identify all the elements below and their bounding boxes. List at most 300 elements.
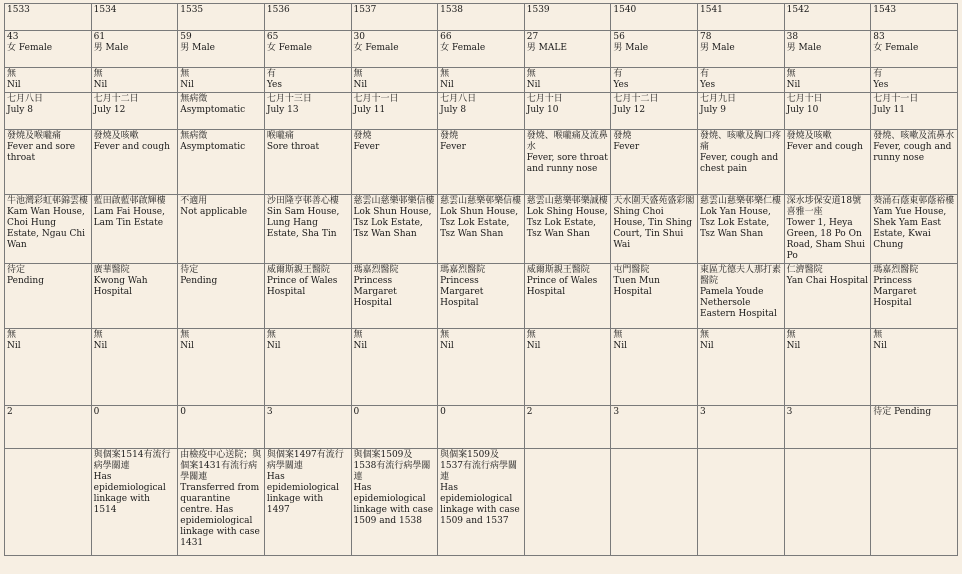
remarks-cell <box>5 449 92 556</box>
residence-cell <box>178 195 265 264</box>
onset-zh-text: 七月十三日 <box>266 94 312 104</box>
case-no-text: 1541 <box>700 5 723 15</box>
sex-zh-text: 男 <box>180 43 190 53</box>
symptoms-zh-text: 發燒 <box>440 131 459 141</box>
contacts-text: 3 <box>786 407 793 417</box>
remarks-en-text: Has epidemiological linkage with 1514 <box>93 472 166 515</box>
case-no-text: 1542 <box>786 5 810 15</box>
imported-cell <box>611 68 698 93</box>
age-sex-cell <box>178 31 265 68</box>
imported-zh-text: 無 <box>93 69 103 79</box>
case-number-cell <box>178 4 265 31</box>
case-number-cell <box>5 4 92 31</box>
symptoms-zh-text: 發燒 <box>353 131 372 141</box>
remarks-en-text: Has epidemiological linkage with 1497 <box>266 472 339 515</box>
travel-en-text: Nil <box>786 341 801 351</box>
sex-zh-text: 女 <box>7 43 17 53</box>
onset-zh-text: 七月十一日 <box>873 94 919 104</box>
imported-zh-text: 無 <box>440 69 450 79</box>
symptoms-zh-text: 發燒及咳嗽 <box>786 131 832 141</box>
travel-en-text: Nil <box>266 341 281 351</box>
onset-zh-text: 七月八日 <box>7 94 44 104</box>
contacts-cell <box>698 406 785 449</box>
symptoms-en-text: Fever <box>440 142 466 152</box>
age-text: 59 <box>180 32 192 42</box>
row-symptoms <box>5 130 958 195</box>
imported-zh-text: 有 <box>700 69 710 79</box>
symptoms-zh-text: 發燒、咳嗽及胸口疼痛 <box>700 131 782 152</box>
onset-en-text: July 8 <box>7 105 33 115</box>
onset-date-cell <box>611 93 698 130</box>
symptoms-en-text: Fever and cough <box>93 142 170 152</box>
hospital-zh-text: 東區尤德夫人那打素醫院 <box>700 265 782 286</box>
residence-zh-text: 慈雲山慈樂邨樂信樓 <box>353 196 435 206</box>
hospital-zh-text: 仁濟醫院 <box>786 265 823 275</box>
contacts-text: 3 <box>700 407 706 417</box>
onset-zh-text: 無病徵 <box>180 94 208 104</box>
remarks-cell <box>698 449 785 556</box>
imported-zh-text: 無 <box>7 69 17 79</box>
remarks-zh-text: 與個案1514有流行病學關連 <box>93 450 171 471</box>
travel-en-text: Nil <box>180 341 194 351</box>
residence-en-text: Yam Yue House, Shek Yam East Estate, Kwai Chung <box>873 207 947 250</box>
imported-cell <box>264 68 351 93</box>
hospital-cell <box>351 264 438 329</box>
travel-zh-text: 無 <box>613 330 623 340</box>
imported-en-text: Nil <box>353 80 368 90</box>
imported-en-text: Nil <box>180 80 194 90</box>
symptoms-zh-text: 喉嚨痛 <box>266 131 294 141</box>
travel-zh-text: 無 <box>873 330 883 340</box>
onset-date-cell <box>91 93 178 130</box>
symptoms-zh-text: 發燒 <box>613 131 632 141</box>
remarks-zh-text: 由檢疫中心送院；與個案1431有流行病學關連 <box>180 450 262 482</box>
symptoms-en-text: Fever and cough <box>786 142 863 152</box>
onset-en-text: July 8 <box>440 105 467 115</box>
remarks-cell <box>871 449 958 556</box>
row-remarks <box>5 449 958 556</box>
contacts-text: 待定 Pending <box>873 407 932 417</box>
onset-date-cell <box>178 93 265 130</box>
case-number-cell <box>91 4 178 31</box>
age-text: 38 <box>786 32 799 42</box>
contacts-text: 0 <box>353 407 360 417</box>
contacts-cell <box>264 406 351 449</box>
residence-cell <box>264 195 351 264</box>
case-number-cell <box>611 4 698 31</box>
contacts-cell <box>871 406 958 449</box>
case-no-text: 1538 <box>440 5 464 15</box>
imported-cell <box>784 68 871 93</box>
imported-en-text: Nil <box>786 80 801 90</box>
residence-zh-text: 慈雲山慈樂邨樂信樓 <box>440 196 522 206</box>
hospital-cell <box>178 264 265 329</box>
hospital-cell <box>698 264 785 329</box>
sex-en-text: Male <box>192 43 215 53</box>
sex-en-text: Male <box>711 43 735 53</box>
case-number-cell <box>264 4 351 31</box>
travel-cell <box>524 329 611 406</box>
contacts-text: 0 <box>180 407 186 417</box>
contacts-cell <box>351 406 438 449</box>
onset-date-cell <box>524 93 611 130</box>
hospital-zh-text: 屯門醫院 <box>613 265 650 275</box>
age-sex-cell <box>351 31 438 68</box>
imported-zh-text: 有 <box>266 69 276 79</box>
hospital-zh-text: 待定 <box>180 265 199 275</box>
symptoms-en-text: Fever <box>613 142 640 152</box>
symptoms-zh-text: 發燒、咳嗽及流鼻水 <box>873 131 955 141</box>
onset-date-cell <box>698 93 785 130</box>
age-sex-cell <box>5 31 92 68</box>
travel-cell <box>5 329 92 406</box>
imported-zh-text: 無 <box>180 69 190 79</box>
contacts-cell <box>438 406 525 449</box>
sex-zh-text: 女 <box>873 43 883 53</box>
hospital-en-text: Pending <box>180 276 218 286</box>
age-sex-cell <box>264 31 351 68</box>
symptoms-cell <box>264 130 351 195</box>
residence-cell <box>351 195 438 264</box>
onset-en-text: July 12 <box>613 105 646 115</box>
remarks-zh-text: 與個案1509及1538有流行病學關連 <box>353 450 431 482</box>
sex-zh-text: 男 <box>526 43 536 53</box>
row-age-sex <box>5 31 958 68</box>
contacts-cell <box>91 406 178 449</box>
residence-cell <box>611 195 698 264</box>
residence-zh-text: 沙田隆亨邨善心樓 <box>266 196 339 206</box>
contacts-cell <box>5 406 92 449</box>
sex-en-text: Female <box>18 43 53 53</box>
travel-en-text: Nil <box>440 341 454 351</box>
age-sex-cell <box>438 31 525 68</box>
travel-zh-text: 無 <box>93 330 103 340</box>
onset-date-cell <box>264 93 351 130</box>
travel-cell <box>698 329 785 406</box>
sex-zh-text: 男 <box>786 43 796 53</box>
residence-en-text: Lam Fai House, Lam Tin Estate <box>93 207 165 228</box>
hospital-zh-text: 威爾斯親王醫院 <box>526 265 590 275</box>
age-text: 30 <box>353 32 365 42</box>
onset-date-cell <box>351 93 438 130</box>
onset-en-text: July 11 <box>353 105 386 115</box>
symptoms-zh-text: 發燒及喉嚨痛 <box>7 131 62 141</box>
residence-cell <box>784 195 871 264</box>
imported-zh-text: 無 <box>786 69 796 79</box>
residence-cell <box>698 195 785 264</box>
contacts-cell <box>524 406 611 449</box>
contacts-cell <box>611 406 698 449</box>
row-contacts <box>5 406 958 449</box>
hospital-en-text: Princess Margaret Hospital <box>873 276 917 308</box>
age-text: 65 <box>266 32 279 42</box>
row-hospital <box>5 264 958 329</box>
remarks-cell <box>438 449 525 556</box>
hospital-en-text: Princess Margaret Hospital <box>440 276 484 308</box>
travel-cell <box>178 329 265 406</box>
travel-cell <box>351 329 438 406</box>
row-travel <box>5 329 958 406</box>
symptoms-zh-text: 發燒、喉嚨痛及流鼻水 <box>526 131 608 152</box>
imported-en-text: Nil <box>93 80 108 90</box>
symptoms-en-text: Asymptomatic <box>180 142 246 152</box>
symptoms-cell <box>91 130 178 195</box>
sex-en-text: Female <box>452 43 486 53</box>
hospital-zh-text: 瑪嘉烈醫院 <box>353 265 399 275</box>
age-text: 83 <box>873 32 885 42</box>
onset-zh-text: 七月八日 <box>440 94 477 104</box>
case-no-text: 1539 <box>526 5 550 15</box>
case-no-text: 1533 <box>7 5 30 15</box>
symptoms-cell <box>5 130 92 195</box>
hospital-cell <box>524 264 611 329</box>
residence-en-text: Tower 1, Heya Green, 18 Po On Road, Sham Shui Po <box>786 218 866 261</box>
hospital-zh-text: 廣華醫院 <box>93 265 130 275</box>
contacts-text: 0 <box>440 407 446 417</box>
imported-en-text: Yes <box>613 80 629 90</box>
onset-zh-text: 七月十日 <box>786 94 823 104</box>
age-text: 61 <box>93 32 106 42</box>
remarks-cell <box>351 449 438 556</box>
remarks-cell <box>524 449 611 556</box>
remarks-en-text: Has epidemiological linkage with case 1509 and 1538 <box>353 483 434 526</box>
symptoms-cell <box>698 130 785 195</box>
onset-en-text: July 9 <box>700 105 726 115</box>
residence-zh-text: 慈雲山慈樂邨樂誠樓 <box>526 196 608 206</box>
remarks-cell <box>611 449 698 556</box>
travel-cell <box>611 329 698 406</box>
row-imported <box>5 68 958 93</box>
residence-zh-text: 藍田啟藍邨啟輝樓 <box>93 196 166 206</box>
imported-en-text: Nil <box>526 80 541 90</box>
imported-en-text: Nil <box>440 80 454 90</box>
case-number-cell <box>351 4 438 31</box>
hospital-cell <box>5 264 92 329</box>
residence-cell <box>524 195 611 264</box>
symptoms-cell <box>611 130 698 195</box>
sex-en-text: Female <box>365 43 399 53</box>
onset-date-cell <box>871 93 958 130</box>
hospital-en-text: Kwong Wah Hospital <box>93 276 148 297</box>
symptoms-cell <box>178 130 265 195</box>
hospital-en-text: Yan Chai Hospital <box>786 276 869 286</box>
travel-en-text: Nil <box>873 341 887 351</box>
hospital-cell <box>611 264 698 329</box>
onset-en-text: July 12 <box>93 105 126 115</box>
imported-zh-text: 有 <box>613 69 623 79</box>
age-text: 66 <box>440 32 452 42</box>
case-table <box>4 3 958 556</box>
travel-zh-text: 無 <box>440 330 450 340</box>
remarks-cell <box>784 449 871 556</box>
symptoms-en-text: Fever, cough and chest pain <box>700 153 779 174</box>
case-number-cell <box>871 4 958 31</box>
imported-en-text: Yes <box>700 80 716 90</box>
remarks-zh-text: 與個案1509及1537有流行病學關連 <box>440 450 518 482</box>
imported-cell <box>178 68 265 93</box>
sex-zh-text: 女 <box>266 43 276 53</box>
case-no-text: 1543 <box>873 5 897 15</box>
symptoms-en-text: Fever, cough and runny nose <box>873 142 952 163</box>
hospital-en-text: Pamela Youde Nethersole Eastern Hospital <box>700 287 777 319</box>
symptoms-en-text: Sore throat <box>266 142 320 152</box>
age-text: 56 <box>613 32 625 42</box>
contacts-text: 0 <box>93 407 100 417</box>
imported-zh-text: 無 <box>353 69 363 79</box>
travel-zh-text: 無 <box>7 330 17 340</box>
sex-zh-text: 女 <box>440 43 450 53</box>
case-number-cell <box>438 4 525 31</box>
residence-en-text: Lok Shing House, Tsz Lok Estate, Tsz Wan Shan <box>526 207 608 239</box>
travel-zh-text: 無 <box>786 330 796 340</box>
symptoms-cell <box>524 130 611 195</box>
sex-zh-text: 女 <box>353 43 363 53</box>
hospital-en-text: Pending <box>7 276 44 286</box>
row-onset-date <box>5 93 958 130</box>
case-number-cell <box>524 4 611 31</box>
onset-en-text: Asymptomatic <box>180 105 246 115</box>
imported-zh-text: 無 <box>526 69 536 79</box>
residence-zh-text: 天水圍天盛苑盛彩閣 <box>613 196 695 206</box>
residence-zh-text: 葵涌石蔭東邨蔭裕樓 <box>873 196 955 206</box>
travel-zh-text: 無 <box>526 330 536 340</box>
residence-zh-text: 不適用 <box>180 196 208 206</box>
hospital-cell <box>264 264 351 329</box>
remarks-cell <box>91 449 178 556</box>
onset-date-cell <box>784 93 871 130</box>
sex-en-text: Female <box>278 43 312 53</box>
residence-en-text: Lok Shun House, Tsz Lok Estate, Tsz Wan Shan <box>440 207 519 239</box>
age-text: 43 <box>7 32 19 42</box>
imported-en-text: Yes <box>873 80 889 90</box>
residence-en-text: Sin Sam House, Lung Hang Estate, Sha Tin <box>266 207 340 239</box>
travel-zh-text: 無 <box>266 330 276 340</box>
hospital-cell <box>91 264 178 329</box>
remarks-zh-text: 與個案1497有流行病學關連 <box>266 450 344 471</box>
sex-zh-text: 男 <box>613 43 623 53</box>
travel-en-text: Nil <box>93 341 108 351</box>
case-number-cell <box>784 4 871 31</box>
residence-zh-text: 慈雲山慈樂邨樂仁樓 <box>700 196 782 206</box>
row-case-number <box>5 4 958 31</box>
age-text: 27 <box>526 32 539 42</box>
contacts-text: 2 <box>7 407 13 417</box>
travel-cell <box>438 329 525 406</box>
sex-en-text: Male <box>798 43 822 53</box>
imported-cell <box>5 68 92 93</box>
hospital-zh-text: 待定 <box>7 265 26 275</box>
symptoms-zh-text: 無病徵 <box>180 131 208 141</box>
case-table-container <box>4 3 958 556</box>
remarks-en-text: Transferred from quarantine centre. Has epidemiological linkage with case 1431 <box>180 483 260 548</box>
residence-en-text: Kam Wan House, Choi Hung Estate, Ngau Chi Wan <box>7 207 86 250</box>
sex-en-text: Male <box>625 43 649 53</box>
hospital-cell <box>784 264 871 329</box>
onset-en-text: July 10 <box>786 105 819 115</box>
imported-cell <box>524 68 611 93</box>
symptoms-cell <box>871 130 958 195</box>
travel-zh-text: 無 <box>700 330 710 340</box>
travel-cell <box>871 329 958 406</box>
symptoms-en-text: Fever and sore throat <box>7 142 76 163</box>
contacts-text: 3 <box>266 407 273 417</box>
row-residence <box>5 195 958 264</box>
onset-zh-text: 七月十二日 <box>613 94 659 104</box>
onset-en-text: July 13 <box>266 105 299 115</box>
age-sex-cell <box>611 31 698 68</box>
remarks-en-text: Has epidemiological linkage with case 1509 and 1537 <box>440 483 520 526</box>
age-sex-cell <box>871 31 958 68</box>
hospital-zh-text: 威爾斯親王醫院 <box>266 265 330 275</box>
travel-zh-text: 無 <box>353 330 363 340</box>
residence-cell <box>5 195 92 264</box>
travel-cell <box>784 329 871 406</box>
case-no-text: 1540 <box>613 5 637 15</box>
symptoms-zh-text: 發燒及咳嗽 <box>93 131 139 141</box>
age-sex-cell <box>91 31 178 68</box>
onset-date-cell <box>438 93 525 130</box>
imported-cell <box>91 68 178 93</box>
residence-en-text: Lok Yan House, Tsz Lok Estate, Tsz Wan Shan <box>700 207 771 239</box>
contacts-text: 2 <box>526 407 533 417</box>
remarks-cell <box>264 449 351 556</box>
case-no-text: 1536 <box>266 5 290 15</box>
symptoms-en-text: Fever <box>353 142 380 152</box>
hospital-en-text: Prince of Wales Hospital <box>266 276 338 297</box>
onset-zh-text: 七月十二日 <box>93 94 139 104</box>
sex-en-text: MALE <box>538 43 567 53</box>
hospital-cell <box>438 264 525 329</box>
hospital-zh-text: 瑪嘉烈醫院 <box>440 265 486 275</box>
imported-cell <box>438 68 525 93</box>
age-sex-cell <box>524 31 611 68</box>
travel-cell <box>91 329 178 406</box>
hospital-en-text: Tuen Mun Hospital <box>613 276 660 297</box>
hospital-en-text: Princess Margaret Hospital <box>353 276 397 308</box>
case-no-text: 1535 <box>180 5 204 15</box>
travel-en-text: Nil <box>700 341 714 351</box>
travel-en-text: Nil <box>7 341 21 351</box>
imported-en-text: Yes <box>266 80 282 90</box>
imported-cell <box>698 68 785 93</box>
case-no-text: 1534 <box>93 5 117 15</box>
contacts-cell <box>784 406 871 449</box>
travel-en-text: Nil <box>613 341 628 351</box>
hospital-cell <box>871 264 958 329</box>
imported-cell <box>351 68 438 93</box>
hospital-zh-text: 瑪嘉烈醫院 <box>873 265 919 275</box>
hospital-en-text: Prince of Wales Hospital <box>526 276 598 297</box>
residence-en-text: Lok Shun House, Tsz Lok Estate, Tsz Wan Shan <box>353 207 432 239</box>
sex-zh-text: 男 <box>700 43 710 53</box>
sex-en-text: Male <box>105 43 129 53</box>
remarks-cell <box>178 449 265 556</box>
travel-en-text: Nil <box>526 341 541 351</box>
residence-cell <box>438 195 525 264</box>
symptoms-cell <box>438 130 525 195</box>
sex-en-text: Female <box>885 43 919 53</box>
travel-en-text: Nil <box>353 341 368 351</box>
symptoms-en-text: Fever, sore throat and runny nose <box>526 153 608 174</box>
onset-zh-text: 七月十日 <box>526 94 563 104</box>
age-sex-cell <box>698 31 785 68</box>
onset-date-cell <box>5 93 92 130</box>
contacts-text: 3 <box>613 407 620 417</box>
imported-en-text: Nil <box>7 80 21 90</box>
travel-zh-text: 無 <box>180 330 190 340</box>
symptoms-cell <box>351 130 438 195</box>
contacts-cell <box>178 406 265 449</box>
